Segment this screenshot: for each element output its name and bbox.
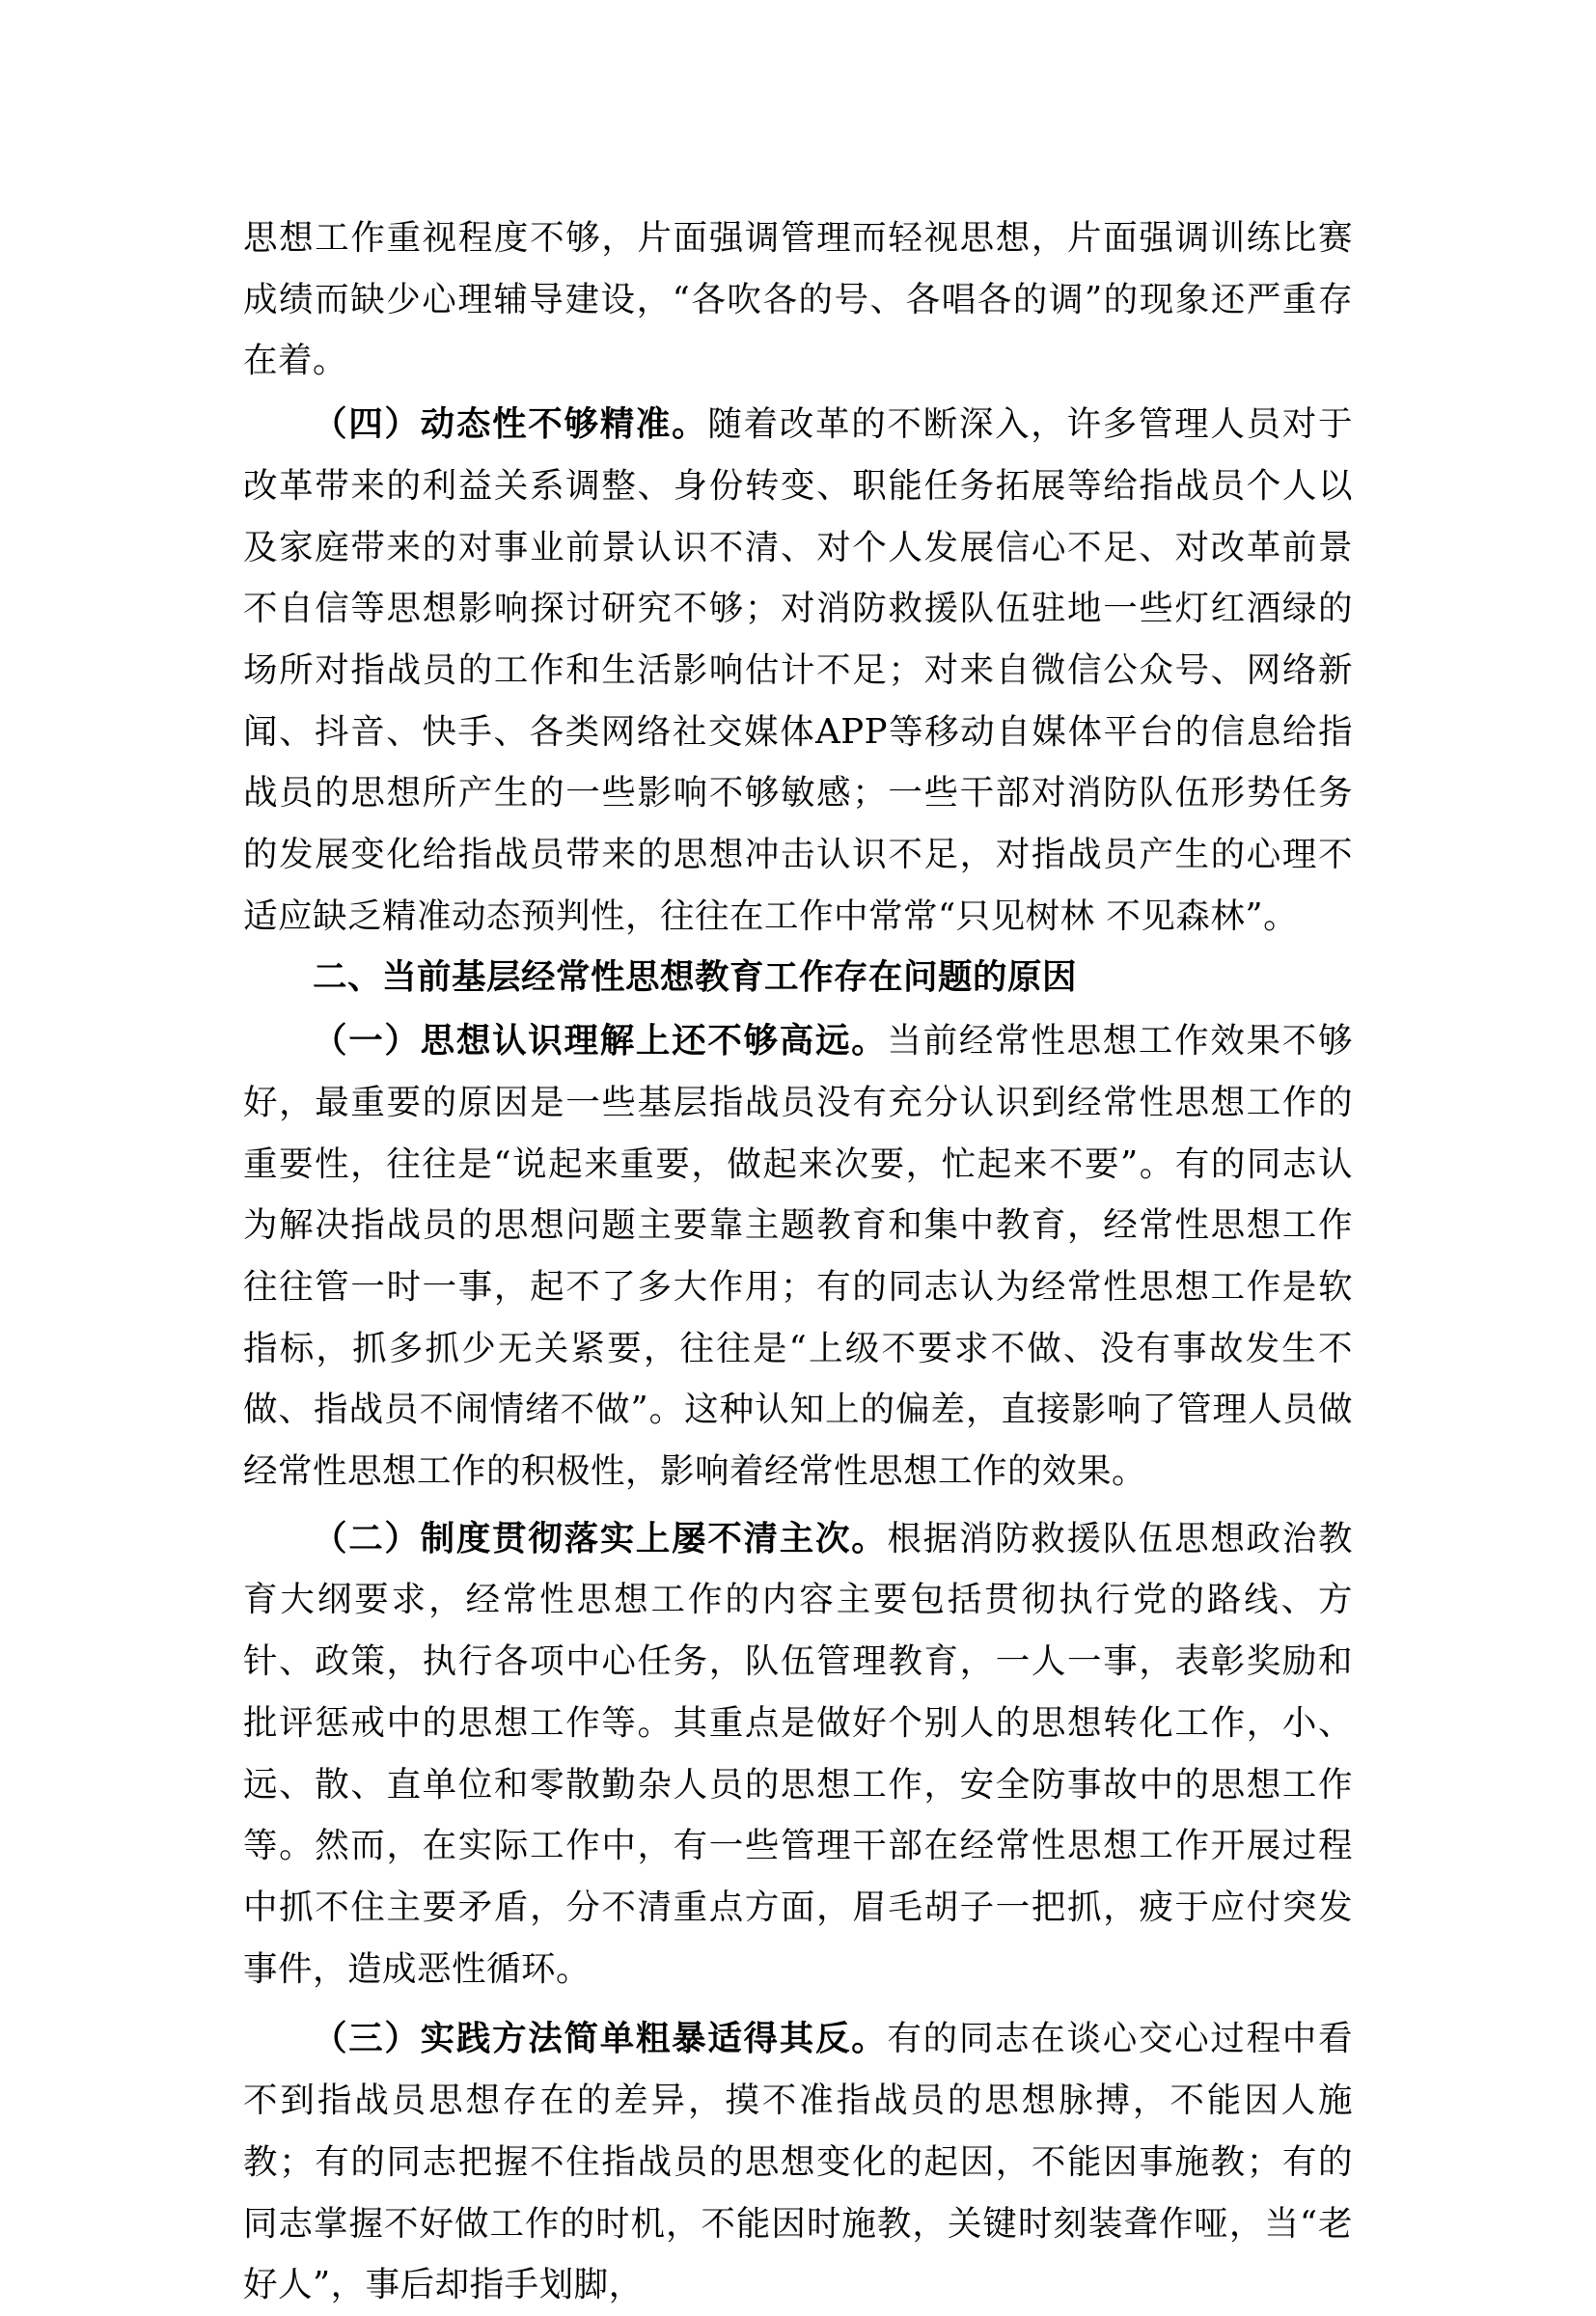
paragraph-ideological-understanding	[243, 1010, 1353, 1503]
paragraph-heading: （二）制度贯彻落实上屡不清主次。	[313, 1518, 888, 1558]
paragraph-practice-methods	[243, 2008, 1353, 2316]
paragraph-heading: （一）思想认识理解上还不够高远。	[313, 1021, 888, 1062]
paragraph-heading: （三）实践方法简单粗暴适得其反。	[313, 2019, 888, 2059]
paragraph-continuation	[243, 207, 1353, 392]
section-heading: 二、当前基层经常性思想教育工作存在问题的原因	[313, 957, 1078, 998]
paragraph-text: 随着改革的不断深入，许多管理人员对于改革带来的利益关系调整、身份转变、职能任务拓展等给指战员个人以及家庭带来的对事业前景认识不清、对个人发展信心不足、对改革前景不自信等思想影响探讨研究不够；对消防救援队伍驻地一些灯红酒绿的场所对指战员的工作和生活影响估计不足；对来自微信公众号、网络新闻、抖音、快手、各类网络社交媒体APP等移动自媒体平台的信息给指战员的思想所产生的一些影响不够敏感；一些干部对消防队伍形势任务的发展变化给指战员带来的思想冲击认识不足，对指战员产生的心理不适应缺乏精准动态预判性，往往在工作中常常“只见树林 不见森林”。	[243, 404, 1353, 936]
paragraph-text: 思想工作重视程度不够，片面强调管理而轻视思想，片面强调训练比赛成绩而缺少心理辅导建设，“各吹各的号、各唱各的调”的现象还严重存在着。	[243, 218, 1353, 381]
document-page	[243, 207, 1353, 2316]
paragraph-heading: （四）动态性不够精准。	[313, 404, 708, 445]
paragraph-system-implementation	[243, 1508, 1353, 2000]
paragraph-text: 当前经常性思想工作效果不够好，最重要的原因是一些基层指战员没有充分认识到经常性思想工作的重要性，往往是“说起来重要，做起来次要，忙起来不要”。有的同志认为解决指战员的思想问题主要靠主题教育和集中教育，经常性思想工作往往管一时一事，起不了多大作用；有的同志认为经常性思想工作是软指标，抓多抓少无关紧要，往往是“上级不要求不做、没有事故发生不做、指战员不闹情绪不做”。这种认知上的偏差，直接影响了管理人员做经常性思想工作的积极性，影响着经常性思想工作的效果。	[243, 1021, 1353, 1492]
paragraph-text: 根据消防救援队伍思想政治教育大纲要求，经常性思想工作的内容主要包括贯彻执行党的路线、方针、政策，执行各项中心任务，队伍管理教育，一人一事，表彰奖励和批评惩戒中的思想工作等。其重点是做好个别人的思想转化工作，小、远、散、直单位和零散勤杂人员的思想工作，安全防事故中的思想工作等。然而，在实际工作中，有一些管理干部在经常性思想工作开展过程中抓不住主要矛盾，分不清重点方面，眉毛胡子一把抓，疲于应付突发事件，造成恶性循环。	[243, 1518, 1353, 1989]
paragraph-text: 有的同志在谈心交心过程中看不到指战员思想存在的差异，摸不准指战员的思想脉搏，不能因人施教；有的同志把握不住指战员的思想变化的起因，不能因事施教；有的同志掌握不好做工作的时机，不能因时施教，关键时刻装聋作哑，当“老好人”，事后却指手划脚，	[243, 2019, 1353, 2305]
paragraph-dynamic-precision	[243, 394, 1353, 947]
